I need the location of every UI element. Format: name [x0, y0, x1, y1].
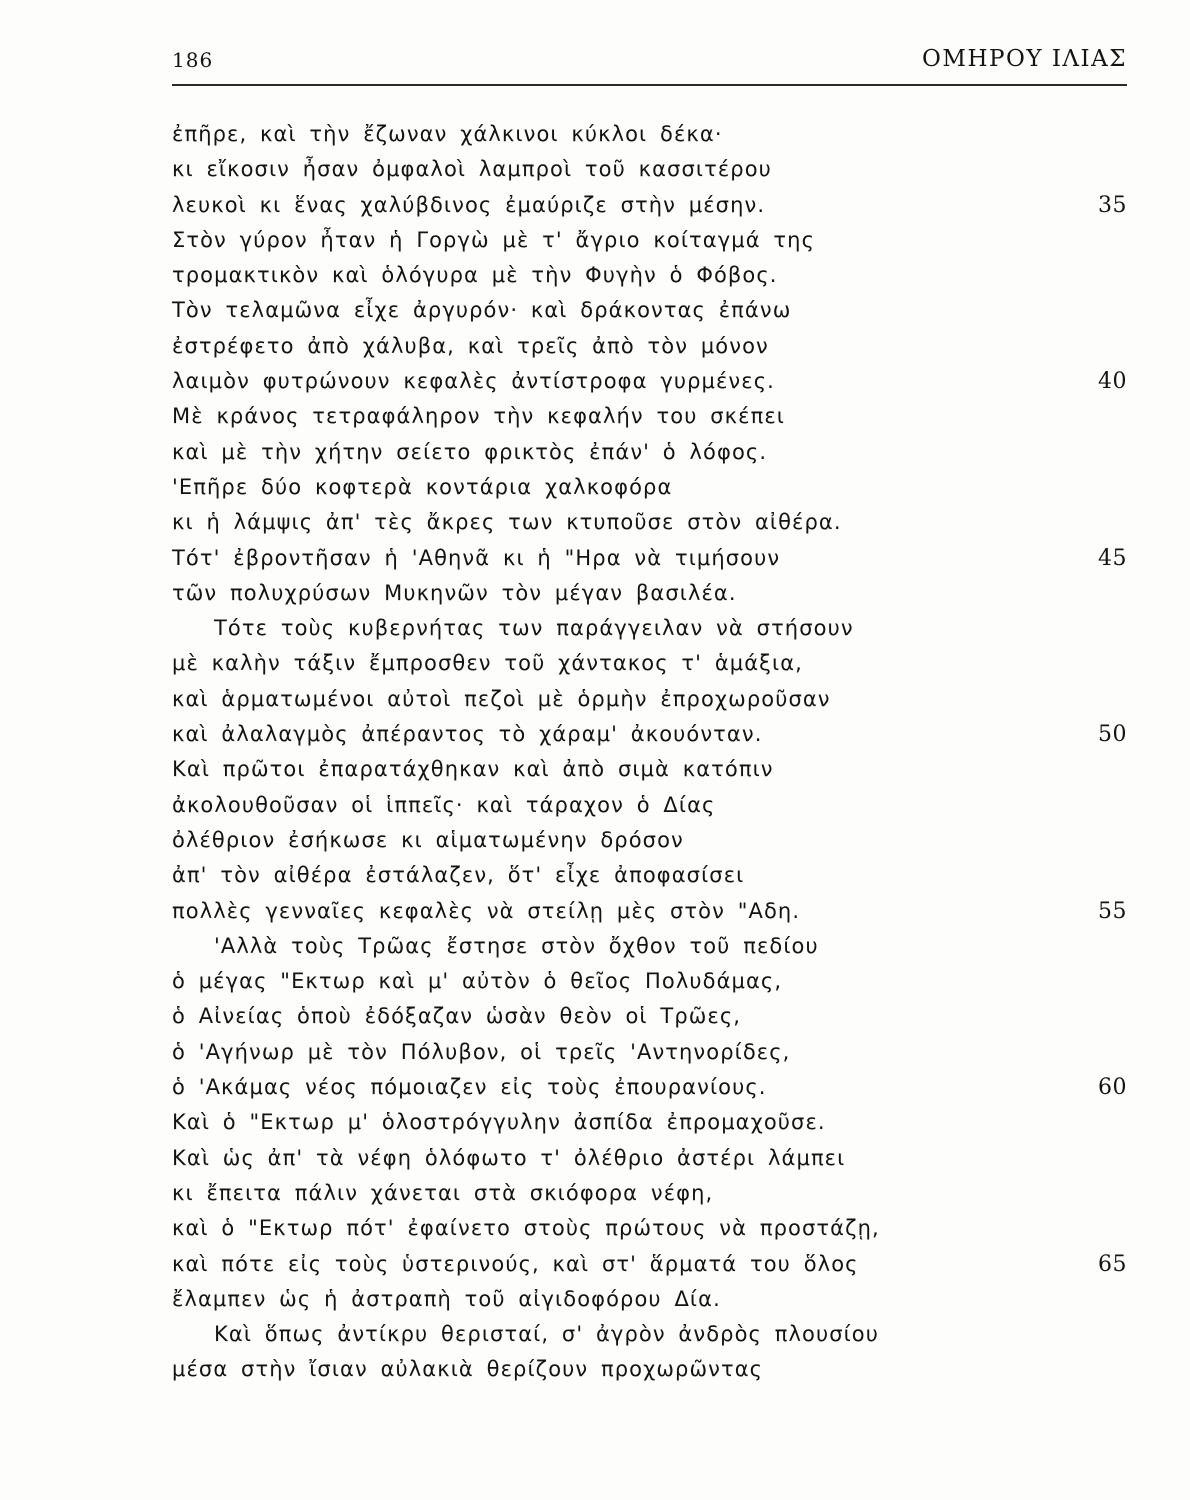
verse-text: Καὶ πρῶτοι ἐπαρατάχθηκαν καὶ ἀπὸ σιμὰ κατόπιν — [172, 757, 774, 782]
verse-line — [0, 1004, 1190, 1039]
verse-line — [0, 369, 1190, 404]
verse-line — [0, 122, 1190, 157]
verse-line — [0, 1040, 1190, 1075]
verse-text: ὁ μέγας "Εκτωρ καὶ μ' αὐτὸν ὁ θεῖος Πολυδάμας, — [172, 969, 783, 994]
verse-text: ἐστρέφετο ἀπὸ χάλυβα, καὶ τρεῖς ἀπὸ τὸν μόνον — [172, 333, 769, 358]
running-title: ΟΜΗΡΟΥ ΙΛΙΑΣ — [922, 46, 1127, 72]
verse-text: λαιμὸν φυτρώνουν κεφαλὲς ἀντίστροφα γυρμένες. — [172, 369, 775, 394]
page-number: 186 — [172, 48, 214, 72]
verse-text: Καὶ ὅπως ἀντίκρυ θερισταί, σ' ἀγρὸν ἀνδρὸς πλουσίου — [214, 1322, 880, 1347]
verse-line — [0, 157, 1190, 192]
verse-line — [0, 722, 1190, 757]
verse-text: Μὲ κράνος τετραφάληρον τὴν κεφαλήν του σκέπει — [172, 404, 785, 429]
verse-text: ὁ 'Ακάμας νέος πόμοιαζεν εἰς τοὺς ἐπουρανίους. — [172, 1075, 767, 1100]
verse-text: ἔλαμπεν ὡς ἡ ἀστραπὴ τοῦ αἰγιδοφόρου Δία. — [172, 1286, 721, 1311]
verse-line — [0, 969, 1190, 1004]
verse-text: κι ἡ λάμψις ἀπ' τὲς ἄκρες των κτυποῦσε στὸν αἰθέρα. — [172, 510, 842, 535]
verse-text: ὀλέθριον ἐσήκωσε κι αἱματωμένην δρόσον — [172, 827, 684, 852]
verse-line — [0, 863, 1190, 898]
verse-line — [0, 616, 1190, 651]
verse-text: ἐπῆρε, καὶ τὴν ἔζωναν χάλκινοι κύκλοι δέκα· — [172, 122, 723, 146]
verse-text: 'Αλλὰ τοὺς Τρῶας ἔστησε στὸν ὄχθον τοῦ πεδίου — [214, 933, 819, 958]
line-number: 35 — [1098, 192, 1127, 218]
verse-text: ὁ Αἰνείας ὁποὺ ἐδόξαζαν ὡσὰν θεὸν οἱ Τρῶες, — [172, 1004, 742, 1029]
verse-line — [0, 651, 1190, 686]
verse-text: καὶ ἁρματωμένοι αὐτοὶ πεζοὶ μὲ ὁρμὴν ἐπροχωροῦσαν — [172, 686, 831, 711]
page-header — [172, 44, 1127, 78]
verse-line — [0, 546, 1190, 581]
verse-line — [0, 404, 1190, 439]
line-number: 40 — [1098, 369, 1127, 395]
verse-text: καὶ ἀλαλαγμὸς ἀπέραντος τὸ χάραμ' ἀκουόνταν. — [172, 722, 763, 747]
line-number: 60 — [1098, 1075, 1127, 1101]
verse-text: καὶ πότε εἰς τοὺς ὑστερινούς, καὶ στ' ἅρματά του ὅλος — [172, 1251, 859, 1276]
verse-line — [0, 1287, 1190, 1322]
verse-text: ἀκολουθοῦσαν οἱ ἱππεῖς· καὶ τάραχον ὁ Δίας — [172, 792, 716, 817]
verse-text: τῶν πολυχρύσων Μυκηνῶν τὸν μέγαν βασιλέα. — [172, 580, 737, 605]
verse-line — [0, 828, 1190, 863]
verse-text: ὁ 'Αγήνωρ μὲ τὸν Πόλυβον, οἱ τρεῖς 'Αντηνορίδες, — [172, 1039, 791, 1064]
verse-line — [0, 581, 1190, 616]
verse-text: μὲ καλὴν τάξιν ἔμπροσθεν τοῦ χάντακος τ' ἁμάξια, — [172, 651, 803, 676]
verse-line — [0, 899, 1190, 934]
verse-text: καὶ μὲ τὴν χήτην σείετο φρικτὸς ἐπάν' ὁ λόφος. — [172, 439, 768, 464]
verse-text: κι ἔπειτα πάλιν χάνεται στὰ σκιόφορα νέφη, — [172, 1180, 714, 1205]
verse-text: Τότε τοὺς κυβερνήτας των παράγγειλαν νὰ στήσουν — [214, 616, 854, 641]
verse-text: λευκοὶ κι ἕνας χαλύβδινος ἐμαύριζε στὴν μέσην. — [172, 192, 766, 217]
verse-line — [0, 1110, 1190, 1145]
verse-line — [0, 793, 1190, 828]
verse-line — [0, 193, 1190, 228]
verse-text: καὶ ὁ "Εκτωρ πότ' ἐφαίνετο στοὺς πρώτους νὰ προστάζῃ, — [172, 1216, 880, 1241]
verse-line — [0, 687, 1190, 722]
verse-line — [0, 1357, 1190, 1392]
verse-line — [0, 263, 1190, 298]
verse-line — [0, 1181, 1190, 1216]
header-rule — [172, 84, 1127, 86]
verse-text: κι εἴκοσιν ἦσαν ὀμφαλοὶ λαμπροὶ τοῦ κασσιτέρου — [172, 157, 772, 182]
line-number: 45 — [1098, 545, 1127, 571]
line-number: 65 — [1098, 1251, 1127, 1277]
verse-text: μέσα στὴν ἴσιαν αὐλακιὰ θερίζουν προχωρῶντας — [172, 1357, 764, 1382]
verse-text: 'Επῆρε δύο κοφτερὰ κοντάρια χαλκοφόρα — [172, 474, 673, 499]
line-number: 50 — [1098, 722, 1127, 748]
verse-text: πολλὲς γενναῖες κεφαλὲς νὰ στείλῃ μὲς στὸν "Αδη. — [172, 898, 801, 923]
verse-line — [0, 298, 1190, 333]
verse-text: ἀπ' τὸν αἰθέρα ἐστάλαζεν, ὅτ' εἶχε ἀποφασίσει — [172, 863, 745, 888]
verse-line — [0, 475, 1190, 510]
verse-line — [0, 1146, 1190, 1181]
verse-text: Τότ' ἐβροντῆσαν ἡ 'Αθηνᾶ κι ἡ "Ηρα νὰ τιμήσουν — [172, 545, 781, 570]
verse-line — [0, 934, 1190, 969]
verse-text: Καὶ ὁ "Εκτωρ μ' ὁλοστρόγγυλην ἀσπίδα ἐπρομαχοῦσε. — [172, 1110, 826, 1135]
verse-line — [0, 1252, 1190, 1287]
verse-text: Τὸν τελαμῶνα εἶχε ἀργυρόν· καὶ δράκοντας ἐπάνω — [172, 298, 792, 323]
verse-line — [0, 1322, 1190, 1357]
verse-line — [0, 1216, 1190, 1251]
verse-line — [0, 510, 1190, 545]
verse-line — [0, 440, 1190, 475]
verse-line — [0, 228, 1190, 263]
verse-line — [0, 1075, 1190, 1110]
verse-text: Καὶ ὡς ἀπ' τὰ νέφη ὁλόφωτο τ' ὀλέθριο ἀστέρι λάμπει — [172, 1145, 846, 1170]
verse-text: τρομακτικὸν καὶ ὁλόγυρα μὲ τὴν Φυγὴν ὁ Φόβος. — [172, 263, 778, 288]
poem-body — [0, 122, 1190, 1393]
verse-text: Στὸν γύρον ἦταν ἡ Γοργὼ μὲ τ' ἄγριο κοίταγμά της — [172, 227, 815, 252]
verse-line — [0, 334, 1190, 369]
line-number: 55 — [1098, 898, 1127, 924]
verse-line — [0, 757, 1190, 792]
